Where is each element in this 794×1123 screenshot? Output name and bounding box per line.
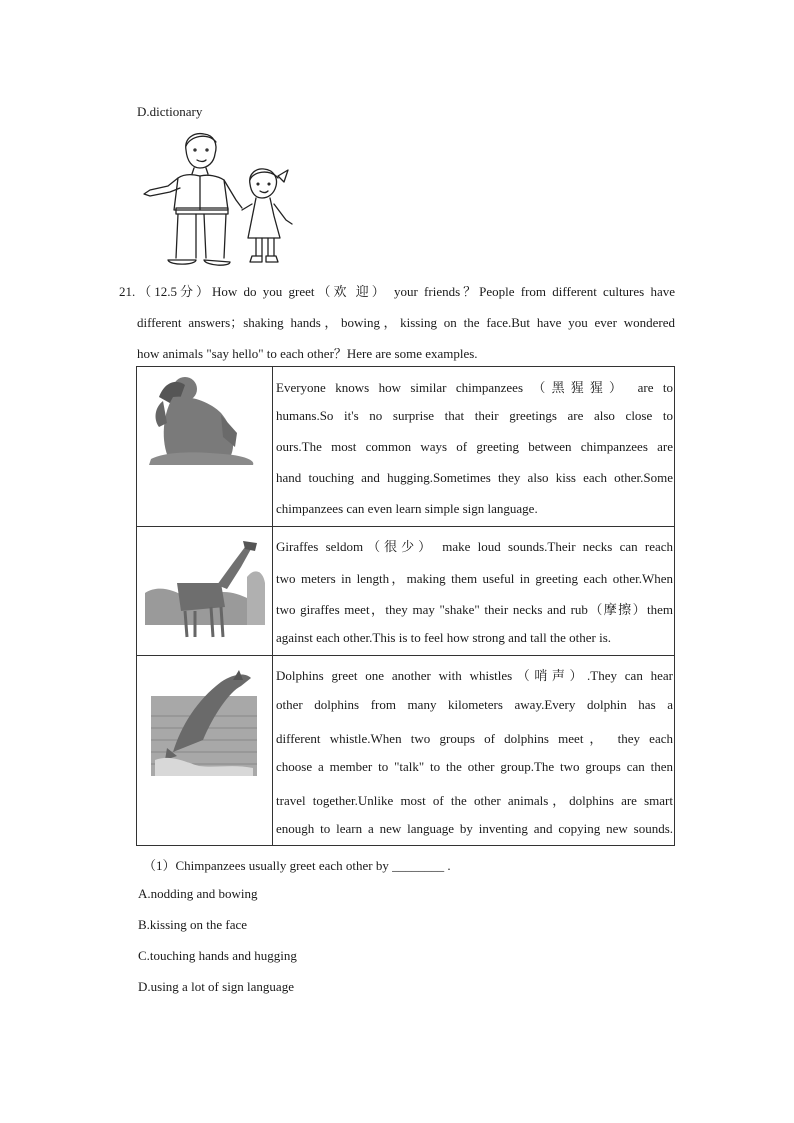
paragraph-line: enough to learn a new language by inventing and copying new sounds. (276, 821, 673, 836)
option-c: C.touching hands and hugging (138, 948, 297, 963)
dolphin-photo (137, 656, 273, 845)
question-line: how animals "say hello" to each other？Here are some examples. (137, 346, 478, 361)
table-row (137, 367, 674, 527)
sub-question-stem: （1）Chimpanzees usually greet each other by ________ . (143, 858, 451, 873)
giraffe-photo (137, 527, 273, 656)
paragraph-line: other dolphins from many kilometers away.Every dolphin has a (276, 697, 673, 712)
paragraph-line: chimpanzees can even learn simple sign language. (276, 501, 538, 516)
paragraph-line: choose a member to "talk" to the other group.The two groups can then (276, 759, 673, 774)
animal-greetings-table (136, 366, 675, 846)
paragraph-line: humans.So it's no surprise that their greetings are also close to (276, 408, 673, 423)
image-cell (137, 656, 273, 845)
option-d: D.using a lot of sign language (138, 979, 294, 994)
text-cell (274, 367, 675, 526)
paragraph-line: travel together.Unlike most of the other animals，dolphins are smart (276, 793, 673, 808)
text-cell (274, 656, 675, 845)
option-d: D.dictionary (137, 104, 203, 119)
option-a: A.nodding and bowing (138, 886, 258, 901)
option-b: B.kissing on the face (138, 917, 248, 932)
paragraph-line: different whistle.When two groups of dolphins meet， they each (276, 731, 673, 746)
paragraph-line: Giraffes seldom（很少） make loud sounds.Their necks can reach (276, 539, 673, 554)
image-cell (137, 527, 273, 655)
chimpanzee-photo (137, 367, 273, 527)
paragraph-line: two meters in length，making them useful in greeting each other.When (276, 571, 673, 586)
paragraph-line: against each other.This is to feel how strong and tall the other is. (276, 630, 612, 645)
father-daughter-illustration (138, 128, 304, 270)
text-cell (274, 527, 675, 655)
question-line: 21.（12.5分）How do you greet（欢 迎） your friends？People from different cultures have (119, 284, 675, 299)
paragraph-line: ours.The most common ways of greeting between chimpanzees are (276, 439, 673, 454)
table-row (137, 656, 674, 845)
question-line: different answers；shaking hands，bowing，kissing on the face.But have you ever wondered (137, 315, 675, 330)
table-row (137, 527, 674, 656)
paragraph-line: hand touching and hugging.Sometimes they also kiss each other.Some (276, 470, 673, 485)
paragraph-line: Dolphins greet one another with whistles（哨声）.They can hear (276, 668, 673, 683)
paragraph-line: two giraffes meet，they may "shake" their necks and rub（摩擦）them (276, 602, 673, 617)
image-cell (137, 367, 273, 526)
paragraph-line: Everyone knows how similar chimpanzees （黑猩猩） are to (276, 380, 673, 395)
